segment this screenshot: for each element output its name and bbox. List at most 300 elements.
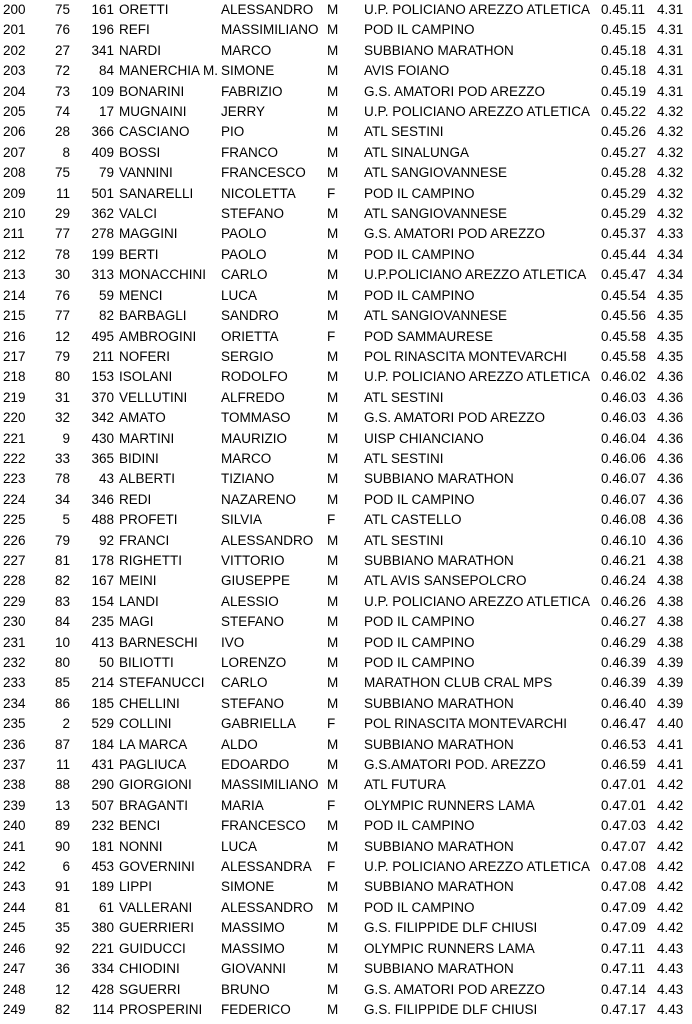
pace-cell: 4.31 [657,83,684,99]
team-cell: POD IL CAMPINO [364,22,475,38]
pace-cell: 4.38 [657,614,684,630]
category-rank-cell: 86 [54,695,70,711]
bib-number-cell: 365 [91,450,114,466]
position-cell: 217 [3,348,26,364]
bib-number-cell: 43 [98,471,114,487]
bib-number-cell: 362 [91,206,114,222]
first-name-cell: CARLO [221,267,268,283]
bib-number-cell: 50 [98,655,114,670]
table-row [0,265,692,285]
bib-number-cell: 161 [91,2,114,17]
first-name-cell: ALDO [221,736,258,752]
position-cell: 224 [3,491,26,507]
time-cell: 0.46.26 [601,593,647,609]
bib-number-cell: 346 [91,491,114,507]
position-cell: 241 [3,838,26,854]
category-rank-cell: 87 [54,736,70,752]
pace-cell: 4.33 [657,226,684,242]
bib-number-cell: 313 [91,267,114,283]
table-row [0,551,692,571]
team-cell: U.P. POLICIANO AREZZO ATLETICA [364,593,590,609]
surname-cell: REDI [119,491,152,507]
bib-number-cell: 196 [91,22,114,38]
first-name-cell: JERRY [221,104,266,120]
first-name-cell: MARIA [221,797,264,813]
first-name-cell: MARCO [221,450,272,466]
bib-number-cell: 431 [91,757,114,773]
time-cell: 0.47.11 [601,940,646,956]
surname-cell: SGUERRI [119,981,181,997]
position-cell: 201 [3,22,26,38]
position-cell: 249 [3,1001,26,1017]
pace-cell: 4.31 [657,63,684,79]
pace-cell: 4.39 [657,655,684,670]
team-cell: OLYMPIC RUNNERS LAMA [364,940,535,956]
time-cell: 0.45.22 [601,104,647,120]
team-cell: G.S. AMATORI POD AREZZO [364,226,546,242]
surname-cell: GIORGIONI [119,777,192,793]
sex-cell: M [327,308,339,324]
category-rank-cell: 73 [54,83,70,99]
surname-cell: BIDINI [119,450,159,466]
surname-cell: GUIDUCCI [119,940,186,956]
time-cell: 0.45.47 [601,267,647,283]
pace-cell: 4.42 [657,899,684,915]
sex-cell: M [327,267,339,283]
position-cell: 214 [3,287,26,303]
pace-cell: 4.36 [657,410,684,426]
position-cell: 231 [3,634,26,650]
surname-cell: SANARELLI [119,185,194,201]
table-row [0,0,692,20]
surname-cell: COLLINI [119,716,172,732]
pace-cell: 4.42 [657,920,684,936]
surname-cell: PROFETI [119,512,178,528]
table-row [0,673,692,693]
team-cell: POD IL CAMPINO [364,185,475,201]
position-cell: 210 [3,206,26,222]
time-cell: 0.45.58 [601,348,647,364]
time-cell: 0.45.28 [601,165,647,181]
time-cell: 0.47.01 [601,797,647,813]
position-cell: 203 [3,63,26,79]
category-rank-cell: 10 [54,634,70,650]
sex-cell: M [327,634,339,650]
pace-cell: 4.41 [657,757,684,773]
position-cell: 234 [3,695,26,711]
first-name-cell: SERGIO [221,348,274,364]
first-name-cell: ALESSANDRO [221,2,314,17]
category-rank-cell: 75 [54,165,70,181]
table-row [0,143,692,163]
pace-cell: 4.35 [657,348,684,364]
bib-number-cell: 232 [91,818,114,834]
position-cell: 246 [3,940,26,956]
category-rank-cell: 76 [54,22,70,38]
sex-cell: M [327,879,339,895]
category-rank-cell: 78 [54,246,70,262]
first-name-cell: MASSIMILIANO [221,22,319,38]
position-cell: 247 [3,961,26,977]
time-cell: 0.47.09 [601,899,647,915]
pace-cell: 4.43 [657,981,684,997]
team-cell: ATL SANGIOVANNESE [364,308,508,324]
surname-cell: ORETTI [119,2,169,17]
category-rank-cell: 11 [55,757,70,773]
surname-cell: AMATO [119,410,166,426]
sex-cell: M [327,552,339,568]
pace-cell: 4.38 [657,634,684,650]
position-cell: 206 [3,124,26,140]
sex-cell: F [327,797,336,813]
bib-number-cell: 334 [91,961,114,977]
pace-cell: 4.35 [657,287,684,303]
time-cell: 0.46.53 [601,736,647,752]
position-cell: 215 [3,308,26,324]
surname-cell: NARDI [119,42,162,58]
bib-number-cell: 453 [91,859,114,875]
team-cell: POD IL CAMPINO [364,634,475,650]
surname-cell: MEINI [119,573,157,589]
sex-cell: F [327,328,336,344]
first-name-cell: NAZARENO [221,491,297,507]
surname-cell: REFI [119,22,150,38]
pace-cell: 4.36 [657,491,684,507]
time-cell: 0.46.03 [601,410,647,426]
team-cell: POD IL CAMPINO [364,491,475,507]
first-name-cell: CARLO [221,675,268,691]
team-cell: ATL SESTINI [364,450,444,466]
surname-cell: MAGGINI [119,226,178,242]
team-cell: U.P. POLICIANO AREZZO ATLETICA [364,369,590,385]
first-name-cell: FEDERICO [221,1001,291,1017]
position-cell: 220 [3,410,26,426]
first-name-cell: PAOLO [221,246,267,262]
surname-cell: VELLUTINI [119,389,188,405]
first-name-cell: EDOARDO [221,757,290,773]
sex-cell: M [327,675,339,691]
first-name-cell: ALESSANDRA [221,859,312,875]
first-name-cell: ALESSANDRO [221,532,314,548]
bib-number-cell: 178 [91,552,114,568]
surname-cell: MAGI [119,614,154,630]
bib-number-cell: 370 [91,389,114,405]
first-name-cell: ORIETTA [221,328,279,344]
time-cell: 0.45.19 [601,83,647,99]
position-cell: 229 [3,593,26,609]
sex-cell: M [327,899,339,915]
team-cell: SUBBIANO MARATHON [364,695,514,711]
category-rank-cell: 88 [54,777,70,793]
first-name-cell: ALFREDO [221,389,285,405]
position-cell: 207 [3,144,26,160]
team-cell: POD IL CAMPINO [364,614,475,630]
sex-cell: M [327,369,339,385]
sex-cell: M [327,777,339,793]
position-cell: 237 [3,757,26,773]
bib-number-cell: 235 [91,614,114,630]
team-cell: SUBBIANO MARATHON [364,736,514,752]
time-cell: 0.46.03 [601,389,647,405]
sex-cell: M [327,42,339,58]
first-name-cell: VITTORIO [221,552,285,568]
surname-cell: BARBAGLI [119,308,187,324]
category-rank-cell: 29 [54,206,70,222]
sex-cell: M [327,1001,339,1017]
time-cell: 0.45.18 [601,42,647,58]
bib-number-cell: 167 [91,573,114,589]
bib-number-cell: 82 [98,308,114,324]
first-name-cell: FRANCESCO [221,165,306,181]
bib-number-cell: 409 [91,144,114,160]
sex-cell: M [327,246,339,262]
time-cell: 0.46.47 [601,716,647,732]
category-rank-cell: 77 [54,308,70,324]
time-cell: 0.47.08 [601,879,647,895]
surname-cell: BILIOTTI [119,655,174,670]
team-cell: POD IL CAMPINO [364,655,475,670]
surname-cell: LANDI [119,593,159,609]
team-cell: ATL AVIS SANSEPOLCRO [364,573,527,589]
table-row [0,224,692,244]
category-rank-cell: 12 [54,328,70,344]
table-row [0,41,692,61]
sex-cell: F [327,185,336,201]
sex-cell: M [327,389,339,405]
first-name-cell: LUCA [221,287,258,303]
table-row [0,694,692,714]
team-cell: POD IL CAMPINO [364,818,475,834]
sex-cell: M [327,430,339,446]
table-row [0,898,692,918]
team-cell: MARATHON CLUB CRAL MPS [364,675,553,691]
table-row [0,510,692,530]
first-name-cell: SANDRO [221,308,279,324]
bib-number-cell: 92 [98,532,114,548]
time-cell: 0.45.56 [601,308,647,324]
sex-cell: M [327,63,339,79]
table-row [0,61,692,81]
table-row [0,469,692,489]
sex-cell: M [327,471,339,487]
sex-cell: F [327,716,336,732]
sex-cell: M [327,818,339,834]
category-rank-cell: 11 [55,185,70,201]
category-rank-cell: 8 [62,144,70,160]
sex-cell: M [327,104,339,120]
sex-cell: M [327,410,339,426]
category-rank-cell: 85 [54,675,70,691]
position-cell: 236 [3,736,26,752]
table-row [0,959,692,979]
table-row [0,388,692,408]
pace-cell: 4.36 [657,450,684,466]
category-rank-cell: 72 [54,63,70,79]
sex-cell: M [327,226,339,242]
time-cell: 0.45.29 [601,185,647,201]
bib-number-cell: 153 [91,369,114,385]
position-cell: 226 [3,532,26,548]
first-name-cell: GIUSEPPE [221,573,291,589]
bib-number-cell: 181 [91,838,114,854]
table-row [0,490,692,510]
bib-number-cell: 488 [91,512,114,528]
pace-cell: 4.32 [657,144,684,160]
first-name-cell: MAURIZIO [221,430,287,446]
team-cell: ATL CASTELLO [364,512,462,528]
surname-cell: BRAGANTI [119,797,189,813]
category-rank-cell: 31 [54,389,70,405]
position-cell: 230 [3,614,26,630]
bib-number-cell: 342 [91,410,114,426]
sex-cell: M [327,736,339,752]
surname-cell: CHELLINI [119,695,180,711]
table-row [0,980,692,1000]
first-name-cell: ALESSANDRO [221,899,314,915]
time-cell: 0.46.39 [601,655,647,670]
team-cell: G.S. AMATORI POD AREZZO [364,410,546,426]
time-cell: 0.47.09 [601,920,647,936]
time-cell: 0.46.06 [601,450,647,466]
category-rank-cell: 27 [54,42,70,58]
sex-cell: M [327,22,339,38]
first-name-cell: FRANCESCO [221,818,306,834]
team-cell: U.P.POLICIANO AREZZO ATLETICA [364,267,587,283]
time-cell: 0.47.14 [601,981,647,997]
table-row [0,877,692,897]
pace-cell: 4.39 [657,695,684,711]
sex-cell: M [327,144,339,160]
pace-cell: 4.43 [657,940,684,956]
table-row [0,857,692,877]
surname-cell: STEFANUCCI [119,675,205,691]
category-rank-cell: 80 [54,369,70,385]
surname-cell: BERTI [119,246,159,262]
category-rank-cell: 75 [54,2,70,17]
pace-cell: 4.32 [657,206,684,222]
team-cell: ATL SINALUNGA [364,144,470,160]
time-cell: 0.46.07 [601,471,647,487]
time-cell: 0.46.27 [601,614,647,630]
pace-cell: 4.43 [657,961,684,977]
sex-cell: M [327,532,339,548]
category-rank-cell: 13 [54,797,70,813]
team-cell: POL RINASCITA MONTEVARCHI [364,348,568,364]
surname-cell: BOSSI [119,144,161,160]
bib-number-cell: 184 [91,736,114,752]
first-name-cell: SIMONE [221,63,275,79]
team-cell: POD IL CAMPINO [364,287,475,303]
category-rank-cell: 91 [54,879,70,895]
time-cell: 0.45.58 [601,328,647,344]
first-name-cell: PIO [221,124,245,140]
first-name-cell: STEFANO [221,695,285,711]
bib-number-cell: 84 [98,63,114,79]
position-cell: 233 [3,675,26,691]
sex-cell: M [327,124,339,140]
table-row [0,429,692,449]
position-cell: 212 [3,246,26,262]
time-cell: 0.45.18 [601,63,647,79]
pace-cell: 4.42 [657,859,684,875]
sex-cell: M [327,838,339,854]
position-cell: 213 [3,267,26,283]
category-rank-cell: 32 [54,410,70,426]
category-rank-cell: 92 [54,940,70,956]
first-name-cell: RODOLFO [221,369,288,385]
surname-cell: FRANCI [119,532,170,548]
position-cell: 205 [3,104,26,120]
position-cell: 219 [3,389,26,405]
table-row [0,918,692,938]
team-cell: OLYMPIC RUNNERS LAMA [364,797,535,813]
sex-cell: M [327,450,339,466]
surname-cell: CHIODINI [119,961,180,977]
first-name-cell: TOMMASO [221,410,291,426]
first-name-cell: BRUNO [221,981,270,997]
time-cell: 0.45.15 [601,22,647,38]
time-cell: 0.45.37 [601,226,647,242]
position-cell: 248 [3,981,26,997]
bib-number-cell: 185 [91,695,114,711]
surname-cell: LA MARCA [119,736,188,752]
first-name-cell: ALESSIO [221,593,279,609]
table-row [0,245,692,265]
team-cell: ATL SESTINI [364,124,444,140]
time-cell: 0.45.44 [601,246,647,262]
surname-cell: BONARINI [119,83,185,99]
bib-number-cell: 495 [91,328,114,344]
position-cell: 221 [3,430,26,446]
first-name-cell: GIOVANNI [221,961,287,977]
pace-cell: 4.31 [657,2,684,17]
time-cell: 0.46.59 [601,757,647,773]
pace-cell: 4.38 [657,593,684,609]
surname-cell: AMBROGINI [119,328,197,344]
position-cell: 200 [3,2,26,17]
position-cell: 218 [3,369,26,385]
time-cell: 0.46.08 [601,512,647,528]
bib-number-cell: 114 [92,1001,114,1017]
time-cell: 0.46.24 [601,573,647,589]
bib-number-cell: 211 [92,348,114,364]
pace-cell: 4.35 [657,308,684,324]
table-row [0,939,692,959]
first-name-cell: LUCA [221,838,258,854]
table-row [0,633,692,653]
sex-cell: M [327,593,339,609]
first-name-cell: MASSIMO [221,920,285,936]
sex-cell: M [327,206,339,222]
team-cell: POD SAMMAURESE [364,328,494,344]
category-rank-cell: 77 [54,226,70,242]
surname-cell: PAGLIUCA [119,757,187,773]
pace-cell: 4.39 [657,675,684,691]
time-cell: 0.47.03 [601,818,647,834]
bib-number-cell: 341 [91,42,114,58]
category-rank-cell: 6 [62,859,70,875]
table-row [0,1000,692,1020]
category-rank-cell: 30 [54,267,70,283]
category-rank-cell: 79 [54,532,70,548]
team-cell: SUBBIANO MARATHON [364,552,514,568]
first-name-cell: FABRIZIO [221,83,283,99]
table-row [0,306,692,326]
category-rank-cell: 9 [62,430,70,446]
time-cell: 0.46.07 [601,491,647,507]
pace-cell: 4.36 [657,369,684,385]
table-row [0,816,692,836]
